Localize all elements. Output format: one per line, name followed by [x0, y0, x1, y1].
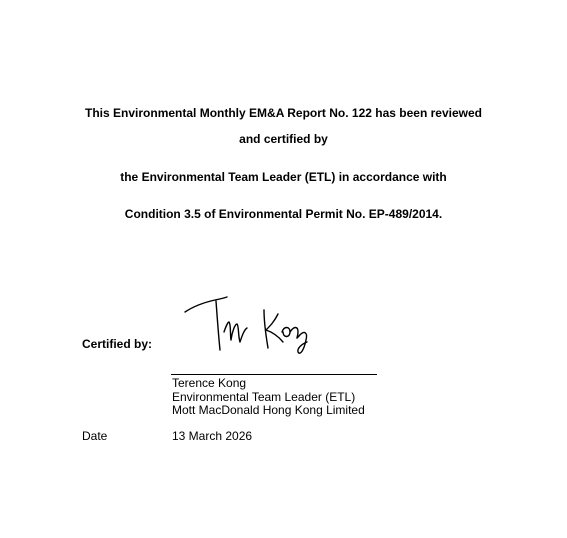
certification-statement-line-4: Condition 3.5 of Environmental Permit No. EP-489/2014. — [124, 207, 443, 221]
certified-by-label: Certified by: — [82, 337, 153, 351]
signer-name: Terence Kong — [172, 376, 247, 390]
signer-title: Environmental Team Leader (ETL) — [172, 390, 356, 404]
certification-statement-line-3: the Environmental Team Leader (ETL) in accordance with — [120, 170, 447, 184]
date-value: 13 March 2026 — [172, 429, 253, 443]
certification-statement-line-1: This Environmental Monthly EM&A Report No. 122 has been reviewed — [85, 106, 482, 120]
signer-company: Mott MacDonald Hong Kong Limited — [172, 403, 365, 417]
handwritten-signature — [180, 292, 320, 358]
signature-line — [171, 374, 377, 375]
certification-statement-line-2: and certified by — [239, 132, 328, 146]
date-label: Date — [82, 429, 108, 443]
